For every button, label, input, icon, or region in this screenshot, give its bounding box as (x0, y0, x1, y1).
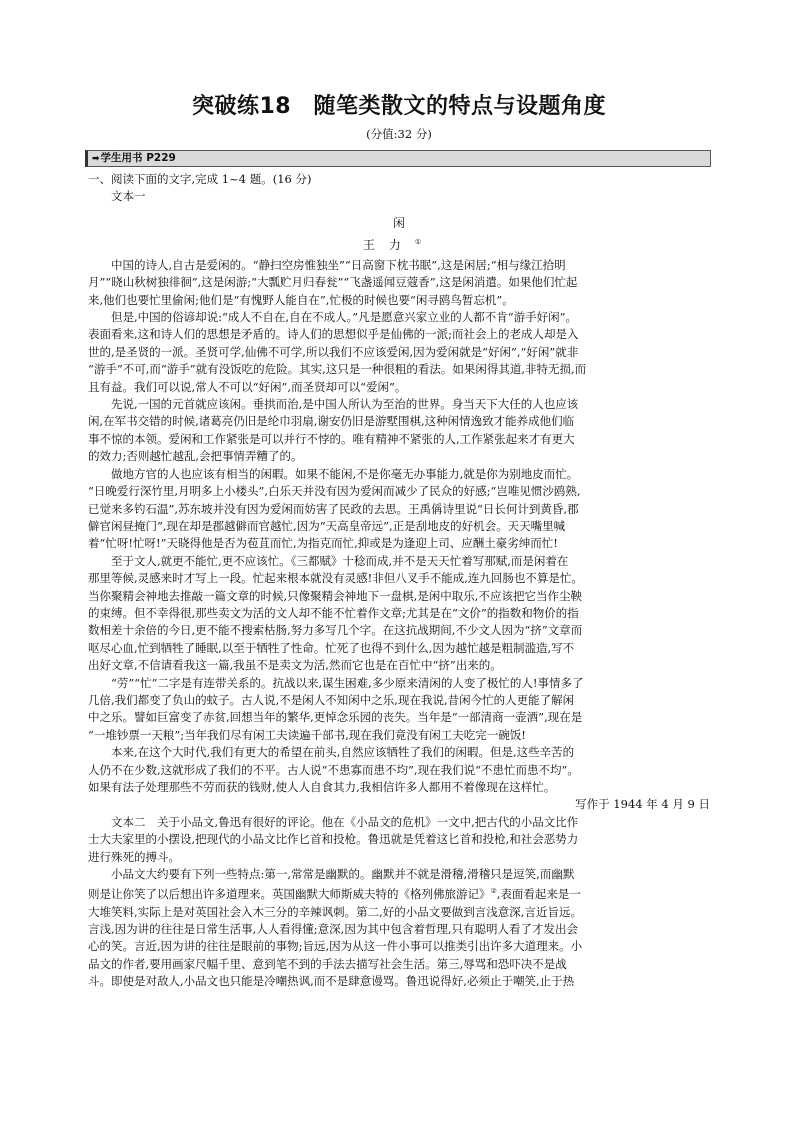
essay-line: 的效力;否则越忙越乱,会把事情弄糟了的。 (88, 449, 303, 464)
essay-line: 中之乐。譬如巨富变了赤贫,回想当年的繁华,更悼念乐园的丧失。当年是“一部清商一壶酒”,现在是 (88, 710, 583, 725)
essay-line: 但是,中国的俗谚却说:“成人不自在,自在不成人。”凡是愿意兴家立业的人都不肯“游手好闲”。 (111, 310, 577, 325)
essay-line: 僻官闲昼掩门”,现在却是郡越僻而官越忙,因为“天高皇帝远”,正是刮地皮的好机会。天天嘴里喊 (88, 518, 566, 533)
text2-line: 关于小品文,鲁迅有很好的评论。他在《小品文的危机》一文中,把古代的小品文比作 (157, 814, 579, 829)
essay-line: 本来,在这个大时代,我们有更大的希望在前头,自然应该牺牲了我们的闲暇。但是,这些辛苦的 (111, 745, 575, 760)
essay-line: 先说,一国的元首就应该闲。垂拱而治,是中国人所认为至治的世界。身当天下大任的人也应该 (111, 397, 579, 412)
essay-line: “一堆钞票一天粮”;当年我们尽有闲工夫读遍千部书,现在我们竟没有闲工夫吃完一碗饭! (88, 727, 526, 742)
essay-line: 呕尽心血,忙到牺牲了睡眠,以至于牺牲了性命。忙死了也得不到什么,因为越忙越是粗制滥造,写不 (88, 640, 575, 655)
text2-line-with-note (88, 883, 710, 903)
essay-line: “游手”不可,而“游手”就有没饭吃的危险。其实,这只是一种很粗的看法。如果闲得其道,非特无损,而 (88, 362, 587, 377)
text2-line: 则是让你笑了以后想出许多道理来。英国幽默大师斯威夫特的《格列佛旅游记》 (88, 887, 491, 902)
essay-line: 表面看来,这和诗人们的思想是矛盾的。诗人们的思想似乎是仙佛的一派;而社会上的老成人却是入 (88, 327, 579, 342)
essay-title: 闲 (392, 215, 405, 230)
text2-line: 斗。即使是对敌人,小品文也只能是冷嘲热讽,而不是肆意谩骂。鲁迅说得好,必须止于嘲笑,止于热 (88, 974, 575, 989)
essay-date: 写作于 1944 年 4 月 9 日 (575, 797, 710, 812)
essay-line: 人仍不在少数,这就形成了我们的不平。古人说“不患寡而患不均”,现在我们说“不患忙而患不均”。 (88, 762, 579, 777)
page-title: 突破练18 随笔类散文的特点与设题角度 (191, 94, 607, 119)
essay-line: 且有益。我们可以说,常人不可以“好闲”,而圣贤却可以“爱闲”。 (88, 379, 407, 394)
essay-line: 数相差十余倍的今日,更不能不搜索枯肠,努力多写几个字。在这抗战期间,不少文人因为“挤”文章而 (88, 623, 583, 638)
section-heading: 一、阅读下面的文字,完成 1~4 题。(16 分) (88, 172, 312, 186)
text2-line: 言浅,因为讲的往往是日常生活事,人人看得懂;意深,因为其中包含着哲理,只有聪明人看了才发出会 (88, 922, 578, 937)
essay-line: 出好文章,不信请看我这一篇,我虽不是卖文为活,然而它也是在百忙中“挤”出来的。 (88, 658, 502, 673)
text2-line: 进行殊死的搏斗。 (88, 849, 180, 864)
essay-line: 月”“晓山秋树独徘徊”,这是闲游;“大瓢贮月归春瓮”“飞盏遥闻豆蔻香”,这是闲消遣。如果他们忙起 (88, 275, 578, 290)
essay-line: 中国的诗人,自古是爱闲的。“静扫空房惟独坐”“日高窗下枕书眠”,这是闲居;“相与缘江拾明 (111, 257, 566, 272)
essay-line: 做地方官的人也应该有相当的闲暇。如果不能闲,不是你毫无办事能力,就是你为别地皮而忙。 (111, 466, 579, 481)
text2-line: 品文的作者,要用画家尺幅千里、意到笔不到的手法去描写社会生活。第三,辱骂和恐吓决不是战 (88, 956, 567, 971)
essay-body (88, 257, 710, 814)
essay-author: 王力 (362, 237, 415, 252)
essay-line: 事不惊的本领。爱闲和工作紧张是可以并行不悖的。唯有精神不紧张的人,工作紧张起来才有更大 (88, 431, 575, 446)
text2-line: 大堆笑料,实际上是对英国社会入木三分的辛辣讽刺。第二,好的小品文要做到言浅意深,言近旨远。 (88, 904, 582, 919)
banner-label: 学生用书 P229 (100, 152, 176, 164)
footnote-mark: ② (490, 887, 497, 896)
essay-line: 闲,在军书交错的时候,诸葛亮仍旧是纶巾羽扇,谢安仍旧是游墅围棋,这种闲情逸致才能养成他们临 (88, 414, 575, 429)
essay-line: 世的,是圣贤的一派。圣贤可学,仙佛不可学,所以我们不应该爱闲,因为爱闲就是“好闲”,“好闲”就非 (88, 344, 579, 359)
essay-line: 如果有法子处理那些不劳而获的钱财,使人人自食其力,我相信许多人都用不着像现在这样忙。 (88, 780, 556, 794)
text2-first-line (88, 814, 710, 831)
text2-line: ,表面看起来是一 (496, 887, 581, 902)
text2-line: 心的笑。言近,因为讲的往往是眼前的事物;旨远,因为从这一件小事可以推类引出许多大道理来。小 (88, 939, 583, 954)
essay-author-line (88, 232, 710, 255)
essay-line: 至于文人,就更不能忙,更不应该忙。《三都赋》十稔而成,并不是天天忙着写那赋,而是闲着在 (111, 553, 569, 568)
essay-line: “劳”“忙”二字是有连带关系的。抗战以来,谋生困难,多少原来清闲的人变了极忙的人!事情多了 (111, 675, 584, 690)
text2-label: 文本二 (111, 814, 146, 829)
essay-line: 着“忙呀!忙呀!”天晓得他是否为苞苴而忙,为指克而忙,抑或是为逢迎上司、应酬土豪劣绅而忙! (88, 536, 558, 551)
essay-line: 来,他们也要忙里偷闲;他们是“有愧野人能自在”,忙极的时候也要“闲寻鸥鸟暂忘机”。 (88, 292, 514, 307)
document-page (88, 92, 710, 991)
essay-line: 已觉来多钓石温”,苏东坡并没有因为爱闲而妨害了民政的去思。王禹偁诗里说“日长何计到黄昏,郡 (88, 501, 579, 516)
essay-line: 当你聚精会神地去推敲一篇文章的时候,只像聚精会神地下一盘棋,是闲中取乐,不应该把它当作尘鞅 (88, 588, 582, 603)
arrow-icon: ➡ (92, 154, 100, 164)
essay-line: 的束缚。但不幸得很,那些卖文为活的文人却不能不忙着作文章;尤其是在“文价”的指数和物价的指 (88, 605, 579, 620)
text1-label: 文本一 (111, 189, 146, 204)
student-book-banner (85, 150, 711, 167)
author-footnote-mark: ① (414, 237, 436, 246)
essay-line: 几倍,我们都变了负山的蚊子。古人说,不是闲人不知闲中之乐,现在我说,昔闲今忙的人更能了解闲 (88, 692, 575, 707)
essay-line: “日晚爱行深竹里,月明多上小楼头”,白乐天并没有因为爱闲而减少了民众的好感;“岂唯见惯沙鸥熟, (88, 484, 581, 499)
text2-body (88, 814, 710, 991)
text2-line: 小品文大约要有下列一些特点:第一,常常是幽默的。幽默并不就是滑稽,滑稽只是逗笑,而幽默 (111, 867, 575, 882)
essay-line: 那里等候,灵感来时才写上一段。忙起来根本就没有灵感!非但八叉手不能成,连九回肠也不算是忙。 (88, 571, 583, 586)
score-note: (分值:32 分) (366, 127, 432, 141)
text2-line: 士大夫家里的小摆设,把现代的小品文比作匕首和投枪。鲁迅就是凭着这匕首和投枪,和社会恶势力 (88, 832, 579, 847)
